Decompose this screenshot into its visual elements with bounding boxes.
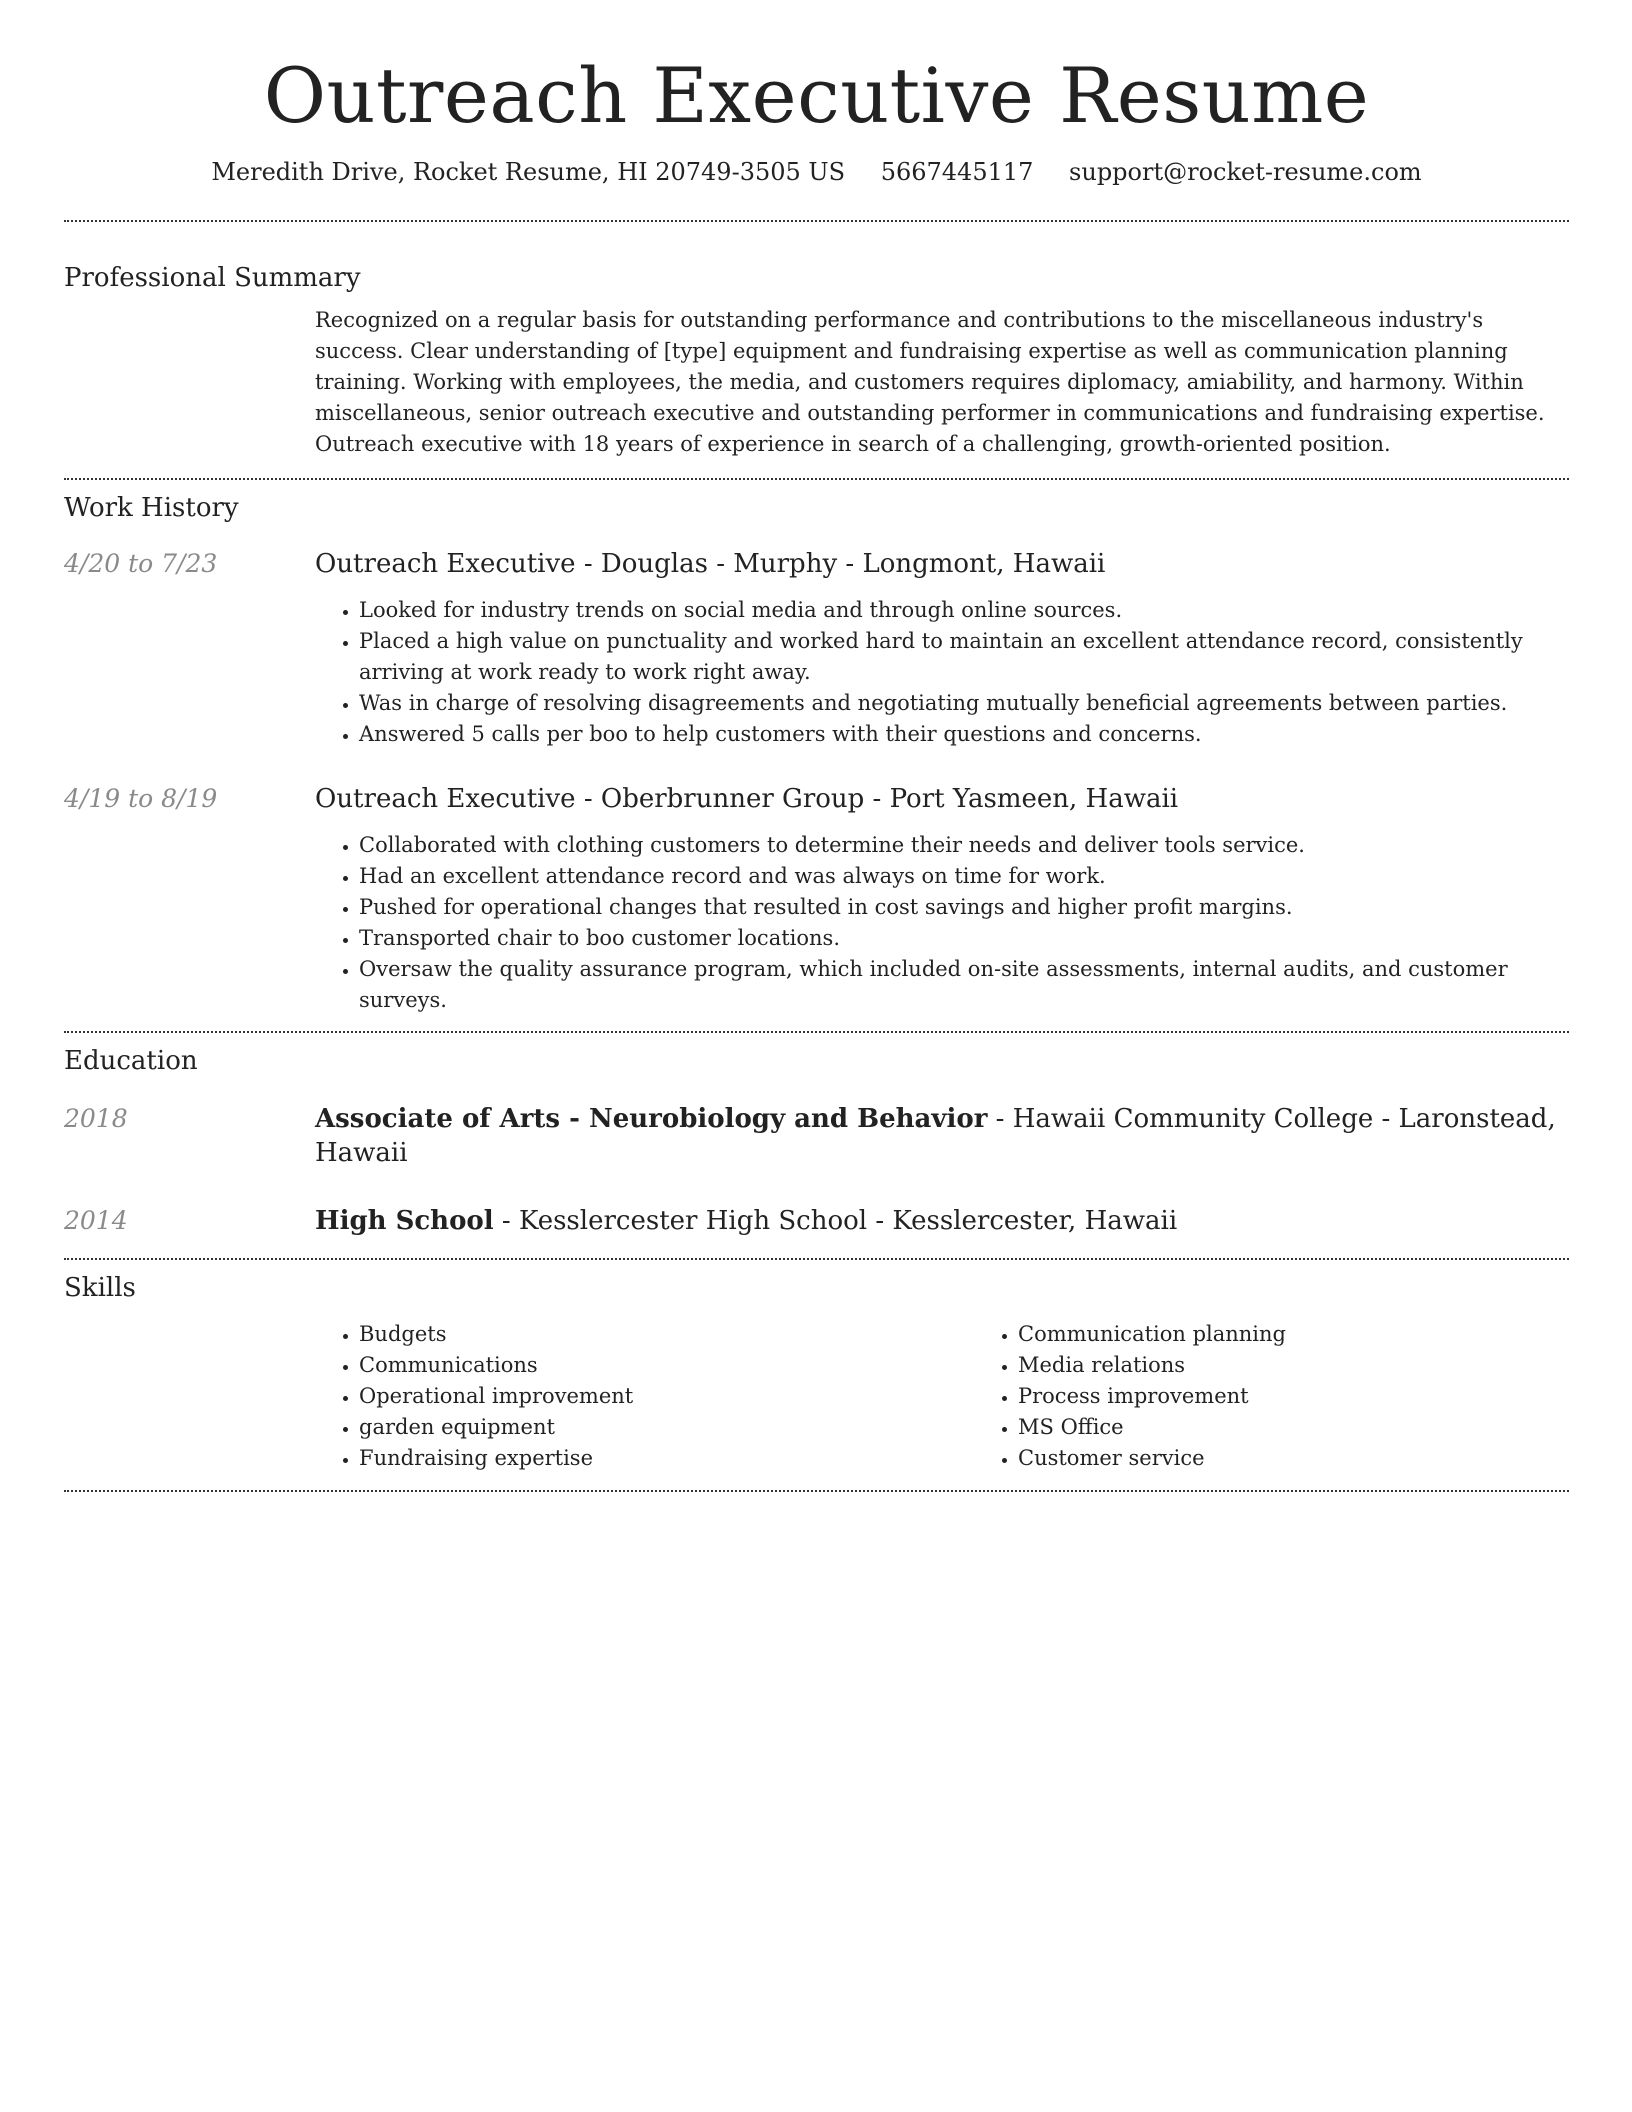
- job-details: - Douglas - Murphy - Longmont, Hawaii: [575, 549, 1106, 579]
- resume-title: Outreach Executive Resume: [263, 51, 1370, 140]
- job-details: - Oberbrunner Group - Port Yasmeen, Hawaii: [575, 784, 1179, 814]
- list-item: • MS Office: [1018, 1412, 1632, 1443]
- email: support@rocket-resume.com: [1069, 158, 1422, 186]
- skills-columns: [315, 1319, 1632, 1474]
- skills-list-right: [974, 1319, 1632, 1474]
- list-item: • Looked for industry trends on social media and through online sources.: [359, 595, 1569, 626]
- list-item: • Placed a high value on punctuality and worked hard to maintain an excellent attendance record, consistently arriving at work ready to work right away.: [359, 626, 1569, 688]
- education-details: - Hawaii Community College - Laronstead, Hawaii: [315, 1104, 1556, 1168]
- list-item: • Collaborated with clothing customers to determine their needs and deliver tools service.: [359, 830, 1569, 861]
- list-item: • Was in charge of resolving disagreements and negotiating mutually beneficial agreements between parties.: [359, 688, 1569, 719]
- list-item: • Transported chair to boo customer locations.: [359, 923, 1569, 954]
- job-role: Outreach Executive: [315, 549, 576, 579]
- job-dates: 4/19 to 8/19: [64, 784, 218, 813]
- list-item: • Communication planning: [1018, 1319, 1632, 1350]
- job-role: Outreach Executive: [315, 784, 576, 814]
- education-degree: Associate of Arts - Neurobiology and Behavior: [315, 1104, 988, 1134]
- job-dates: 4/20 to 7/23: [64, 549, 218, 578]
- education-title: [315, 1204, 1569, 1238]
- job-entry: [64, 547, 1569, 750]
- address: Meredith Drive, Rocket Resume, HI 20749-3505 US: [211, 158, 846, 186]
- skills-spacer: [64, 1319, 315, 1474]
- job-bullets: [315, 830, 1569, 1016]
- section-title-work: Work History: [64, 493, 239, 523]
- list-item: • Pushed for operational changes that resulted in cost savings and higher profit margins.: [359, 892, 1569, 923]
- divider: [64, 220, 1569, 222]
- job-content: [315, 547, 1569, 750]
- list-item: • Customer service: [1018, 1443, 1632, 1474]
- job-title: [315, 782, 1569, 816]
- skills-row: [64, 1319, 1569, 1474]
- education-entry: [64, 1102, 1569, 1170]
- summary-spacer: [64, 305, 315, 460]
- education-year: 2014: [64, 1206, 128, 1235]
- contact-line: [64, 156, 1569, 188]
- section-title-summary: Professional Summary: [64, 263, 361, 293]
- list-item: • garden equipment: [359, 1412, 974, 1443]
- education-degree: High School: [315, 1206, 494, 1236]
- list-item: • Media relations: [1018, 1350, 1632, 1381]
- education-year: 2018: [64, 1104, 128, 1133]
- list-item: • Process improvement: [1018, 1381, 1632, 1412]
- list-item: • Answered 5 calls per boo to help customers with their questions and concerns.: [359, 719, 1569, 750]
- summary-text: Recognized on a regular basis for outstanding performance and contributions to the miscellaneous industry's success. Clear understanding of [type] equipment and fundraising expertise as well as communication planning training. Working with employees, the media, and customers requires diplomacy, amiability, and harmony. Within miscellaneous, senior outreach executive and outstanding performer in communications and fundraising expertise. Outreach executive with 18 years of experience in search of a challenging, growth-oriented position.: [315, 308, 1545, 456]
- skills-list-left: [315, 1319, 974, 1474]
- job-entry: [64, 782, 1569, 1016]
- section-title-education: Education: [64, 1046, 198, 1076]
- education-entry: [64, 1204, 1569, 1238]
- job-title: [315, 547, 1569, 581]
- divider: [64, 1258, 1569, 1260]
- divider: [64, 478, 1569, 480]
- resume-page: [64, 0, 1569, 1492]
- list-item: • Communications: [359, 1350, 974, 1381]
- list-item: • Had an excellent attendance record and was always on time for work.: [359, 861, 1569, 892]
- job-bullets: [315, 595, 1569, 750]
- phone: 5667445117: [880, 158, 1034, 186]
- divider: [64, 1490, 1569, 1492]
- summary-row: [64, 305, 1569, 460]
- education-title: [315, 1102, 1569, 1170]
- list-item: • Oversaw the quality assurance program, which included on-site assessments, internal audits, and customer surveys.: [359, 954, 1569, 1016]
- list-item: • Operational improvement: [359, 1381, 974, 1412]
- section-title-skills: Skills: [64, 1273, 136, 1303]
- job-content: [315, 782, 1569, 1016]
- list-item: • Fundraising expertise: [359, 1443, 974, 1474]
- education-details: - Kesslercester High School - Kesslercester, Hawaii: [493, 1206, 1178, 1236]
- divider: [64, 1031, 1569, 1033]
- list-item: • Budgets: [359, 1319, 974, 1350]
